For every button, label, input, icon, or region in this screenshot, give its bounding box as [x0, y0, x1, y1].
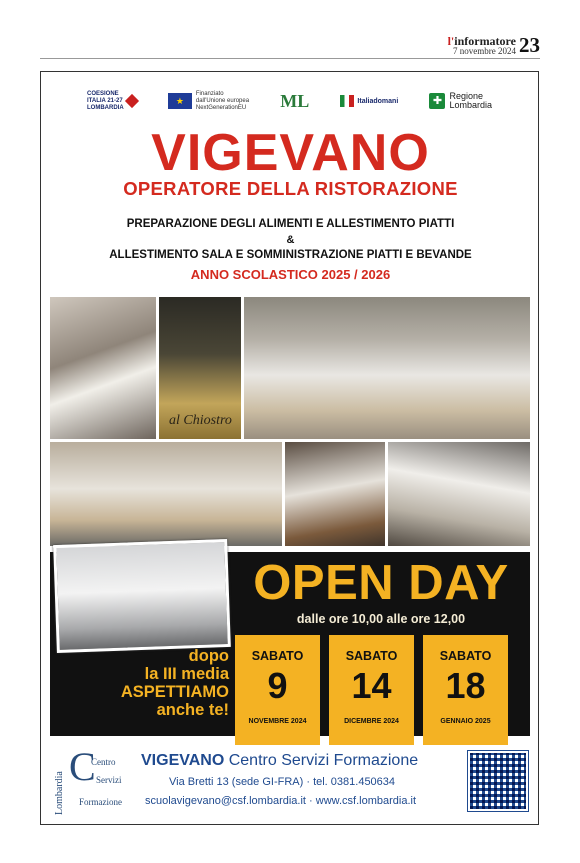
course-title: OPERATORE DELLA RISTORAZIONE [123, 178, 458, 199]
chiostro-placemat-text: al Chiostro [169, 413, 232, 428]
coesione-italia-logo: COESIONE ITALIA 21-27 LOMBARDIA [87, 91, 137, 112]
page-number: 23 [519, 33, 540, 57]
sponsor-logos [87, 88, 492, 114]
date-card-3: SABATO 18 GENNAIO 2025 [423, 635, 508, 745]
ml-logo: ML [280, 90, 310, 111]
newspaper-brand: l'informatore [447, 34, 516, 48]
photo-kitchen-lab [53, 539, 231, 653]
school-name: VIGEVANO Centro Servizi Formazione [141, 752, 419, 769]
school-year: ANNO SCOLASTICO 2025 / 2026 [190, 267, 391, 282]
coesione-mark-icon [125, 94, 139, 108]
photo-table-setting [159, 297, 241, 439]
open-day-hours: dalle ore 10,00 alle ore 12,00 [296, 612, 466, 626]
italia-domani-logo: Italiadomani [340, 95, 398, 107]
headline: VIGEVANO [151, 124, 430, 182]
date-card-2: SABATO 14 DICEMBRE 2024 [329, 635, 414, 745]
newspaper-masthead [0, 0, 580, 60]
italy-flag-icon [340, 95, 354, 107]
photo-students-plating [285, 442, 385, 546]
photo-kitchen-students [388, 442, 530, 546]
masthead-divider [40, 58, 540, 59]
call-to-action: dopo la III media ASPETTIAMO anche te! [120, 647, 229, 719]
regione-lombardia-icon: ✚ [429, 93, 445, 109]
photo-buffet-class [50, 442, 282, 546]
advertisement [40, 71, 539, 825]
course-ampersand: & [286, 234, 295, 246]
course-line-1: PREPARAZIONE DEGLI ALIMENTI E ALLESTIMENTO PIATTI [126, 218, 455, 230]
school-website: · www.csf.lombardia.it [305, 795, 416, 807]
qr-code-icon [468, 751, 528, 811]
school-address: Via Bretti 13 (sede GI-FRA) · tel. 0381.450634 [169, 776, 396, 788]
photo-group-students [244, 297, 530, 439]
csf-logo: Lombardia C Centro Servizi Formazione [54, 744, 122, 815]
course-line-2: ALLESTIMENTO SALA E SOMMINISTRAZIONE PIATTI E BEVANDE [109, 249, 472, 261]
issue-date: 7 novembre 2024 [453, 46, 516, 56]
regione-lombardia-logo: ✚ Regione Lombardia [429, 92, 492, 110]
school-contacts [145, 795, 445, 807]
photo-chefs-students [50, 297, 156, 439]
date-card-1: SABATO 9 NOVEMBRE 2024 [235, 635, 320, 745]
open-day-title: OPEN DAY [253, 556, 509, 610]
eu-logo: ★ Finanziato dall'Unione europea NextGenerationEU [168, 91, 249, 112]
eu-flag-icon: ★ [168, 93, 192, 109]
school-email: scuolavigevano@csf.lombardia.it [145, 795, 306, 807]
